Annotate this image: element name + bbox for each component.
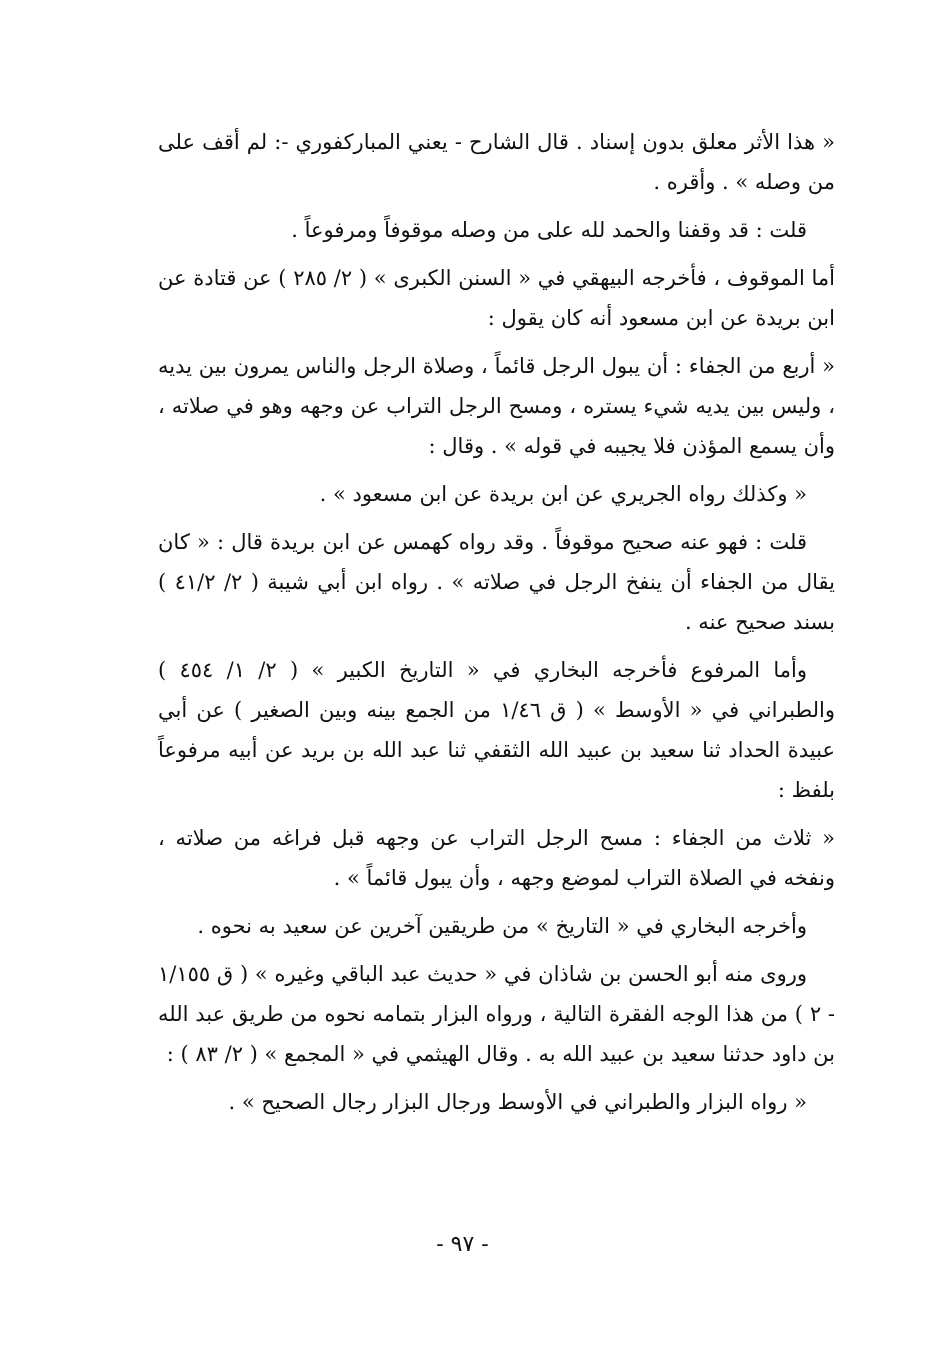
- paragraph-9: وأخرجه البخاري في « التاريخ » من طريقين آخرين عن سعيد به نحوه .: [197, 914, 807, 938]
- paragraph-2: قلت : قد وقفنا والحمد لله على من وصله موقوفاً ومرفوعاً .: [291, 218, 807, 242]
- paragraph-3: أما الموقوف ، فأخرجه البيهقي في « السنن الكبرى » ( ٢/ ٢٨٥ ) عن قتادة عن ابن بريدة عن ابن مسعود أنه كان يقول :: [158, 266, 835, 330]
- paragraph-7: وأما المرفوع فأخرجه البخاري في « التاريخ الكبير » ( ٢/ ١/ ٤٥٤ ) والطبراني في « الأوسط » ( ق ١/٤٦ من الجمع بينه وبين الصغير ) عن أبي عبيدة الحداد ثنا سعيد بن عبيد الله الثقفي ثنا عبد الله بن بريد عن أبيه مرفوعاً بلفظ :: [158, 658, 836, 802]
- paragraph-5: « وكذلك رواه الجريري عن ابن بريدة عن ابن مسعود » .: [319, 482, 807, 506]
- body-text: [158, 122, 835, 1130]
- paragraph-6: قلت : فهو عنه صحيح موقوفاً . وقد رواه كهمس عن ابن بريدة قال : « كان يقال من الجفاء أن ينفخ الرجل في صلاته » . رواه ابن أبي شيبة ( ٢/ ٤١/٢ ) بسند صحيح عنه .: [158, 530, 835, 634]
- paragraph-4: « أربع من الجفاء : أن يبول الرجل قائماً ، وصلاة الرجل والناس يمرون بين يديه ، وليس بين يديه شيء يستره ، ومسح الرجل التراب عن وجهه وهو في صلاته ، وأن يسمع المؤذن فلا يجيبه في قوله » . وقال :: [158, 354, 835, 458]
- page-number: - ٩٧ -: [436, 1232, 489, 1257]
- paragraph-11: « رواه البزار والطبراني في الأوسط ورجال البزار رجال الصحيح » .: [228, 1090, 807, 1114]
- paragraph-1: « هذا الأثر معلق بدون إسناد . قال الشارح - يعني المباركفوري -: لم أقف على من وصله » . وأقره .: [158, 130, 835, 194]
- paragraph-8: « ثلاث من الجفاء : مسح الرجل التراب عن وجهه قبل فراغه من صلاته ، ونفخه في الصلاة التراب لموضع وجهه ، وأن يبول قائماً » .: [158, 826, 835, 890]
- paragraph-10: وروى منه أبو الحسن بن شاذان في « حديث عبد الباقي وغيره » ( ق ١/١٥٥ - ٢ ) من هذا الوجه الفقرة التالية ، ورواه البزار بتمامه نحوه من طريق عبد الله بن داود حدثنا سعيد بن عبيد الله به . وقال الهيثمي في « المجمع » ( ٢/ ٨٣ ) :: [158, 962, 836, 1066]
